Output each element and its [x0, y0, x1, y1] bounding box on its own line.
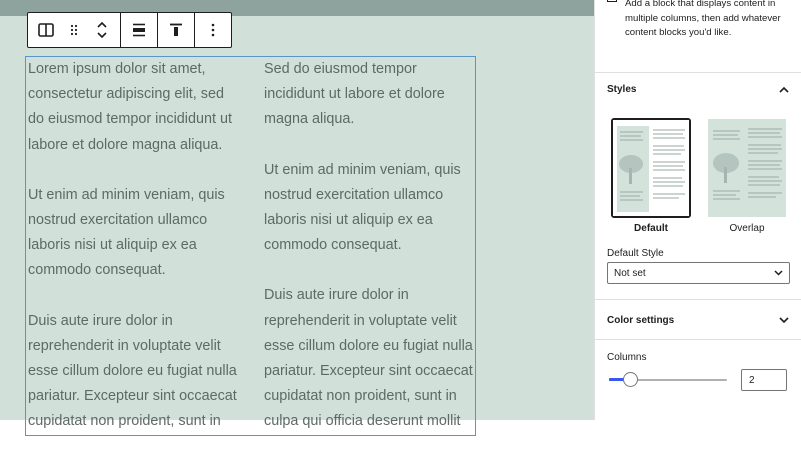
settings-sidebar [594, 0, 800, 420]
style-option-overlap-label: Overlap [729, 223, 765, 234]
section-divider [595, 339, 801, 340]
columns-range-slider[interactable] [609, 372, 727, 388]
drag-handle-button[interactable] [64, 13, 84, 47]
overlap-style-preview [708, 119, 786, 217]
text-line: pariatur. Excepteur sint occaecat [28, 388, 237, 405]
text-line: Ut enim ad minim veniam, quis [264, 161, 461, 178]
move-up-down-button[interactable] [84, 13, 120, 47]
columns-icon [38, 23, 54, 37]
toolbar-group-block [28, 13, 121, 47]
align-icon [131, 23, 147, 37]
align-button[interactable] [121, 13, 157, 47]
default-style-preview [613, 120, 689, 216]
default-style-select[interactable] [607, 262, 790, 284]
text-line: do eiusmod tempor incididunt ut [28, 111, 232, 128]
columns-number-input[interactable] [741, 369, 787, 391]
more-options-icon [211, 23, 215, 37]
text-line: commodo consequat. [264, 237, 402, 254]
toolbar-group-vertical [158, 13, 195, 47]
paragraph[interactable] [264, 283, 479, 434]
default-style-label: Default Style [607, 248, 664, 259]
section-divider [595, 72, 801, 73]
text-line: Sed do eiusmod tempor [264, 61, 417, 77]
paragraph[interactable] [264, 57, 479, 133]
chevron-down-icon [774, 270, 783, 276]
text-line: reprehenderit in voluptate velit [264, 312, 457, 329]
text-line: nostrud exercitation ullamco [28, 212, 208, 229]
styles-panel-title: Styles [607, 83, 637, 95]
chevron-up-icon [779, 86, 789, 93]
columns-label: Columns [607, 352, 647, 363]
text-line: cupidatat non proident, sunt in [264, 388, 457, 405]
text-line: cupidatat non proident, sunt in [28, 413, 221, 430]
text-line: laboris nisi ut aliquip ex ea [28, 237, 197, 254]
color-settings-title: Color settings [607, 314, 675, 326]
text-line: Lorem ipsum dolor sit amet, [28, 61, 206, 77]
column-2[interactable] [264, 57, 479, 460]
text-line: consectetur adipiscing elit, sed [28, 86, 224, 103]
text-line: labore et dolore magna aliqua. [28, 136, 223, 153]
paragraph[interactable] [264, 158, 479, 259]
more-options-button[interactable] [195, 13, 231, 47]
move-up-down-icon [96, 21, 108, 39]
vertical-align-button[interactable] [158, 13, 194, 47]
column-1[interactable] [28, 57, 243, 460]
text-line: Duis aute irure dolor in [264, 287, 409, 304]
toolbar-group-align [121, 13, 158, 47]
columns-block[interactable] [25, 56, 476, 436]
block-toolbar [27, 12, 232, 48]
text-line: culpa qui officia deserunt mollit [264, 413, 461, 430]
section-divider [595, 299, 801, 300]
paragraph[interactable] [28, 183, 243, 284]
block-description: Add a block that displays content in multiple columns, then add whatever content blocks you'd like. [625, 0, 781, 38]
chevron-down-icon [779, 317, 789, 324]
text-line: commodo consequat. [28, 262, 166, 279]
text-line: incididunt ut labore et dolore [264, 86, 445, 103]
style-option-default[interactable] [611, 118, 691, 218]
color-settings-panel-toggle[interactable] [595, 307, 801, 333]
style-option-default-label: Default [634, 223, 668, 234]
block-type-button[interactable] [28, 13, 64, 47]
styles-panel-toggle[interactable] [595, 76, 801, 102]
text-line: Duis aute irure dolor in [28, 312, 173, 329]
style-option-overlap[interactable] [707, 118, 787, 218]
drag-handle-icon [70, 24, 78, 36]
text-line: laboris nisi ut aliquip ex ea [264, 212, 433, 229]
slider-thumb[interactable] [623, 372, 638, 387]
text-line: Ut enim ad minim veniam, quis [28, 186, 225, 203]
text-line: nostrud exercitation ullamco [264, 186, 444, 203]
text-line: esse cillum dolore eu fugiat nulla [28, 363, 237, 380]
text-line: esse cillum dolore eu fugiat nulla [264, 337, 473, 354]
paragraph[interactable] [28, 309, 243, 435]
vertical-align-top-icon [169, 23, 183, 37]
default-style-value: Not set [614, 267, 646, 279]
toolbar-group-more [195, 13, 231, 47]
text-line: pariatur. Excepteur sint occaecat [264, 363, 473, 380]
text-line: reprehenderit in voluptate velit [28, 337, 221, 354]
paragraph[interactable] [28, 57, 243, 158]
text-line: magna aliqua. [264, 111, 355, 128]
